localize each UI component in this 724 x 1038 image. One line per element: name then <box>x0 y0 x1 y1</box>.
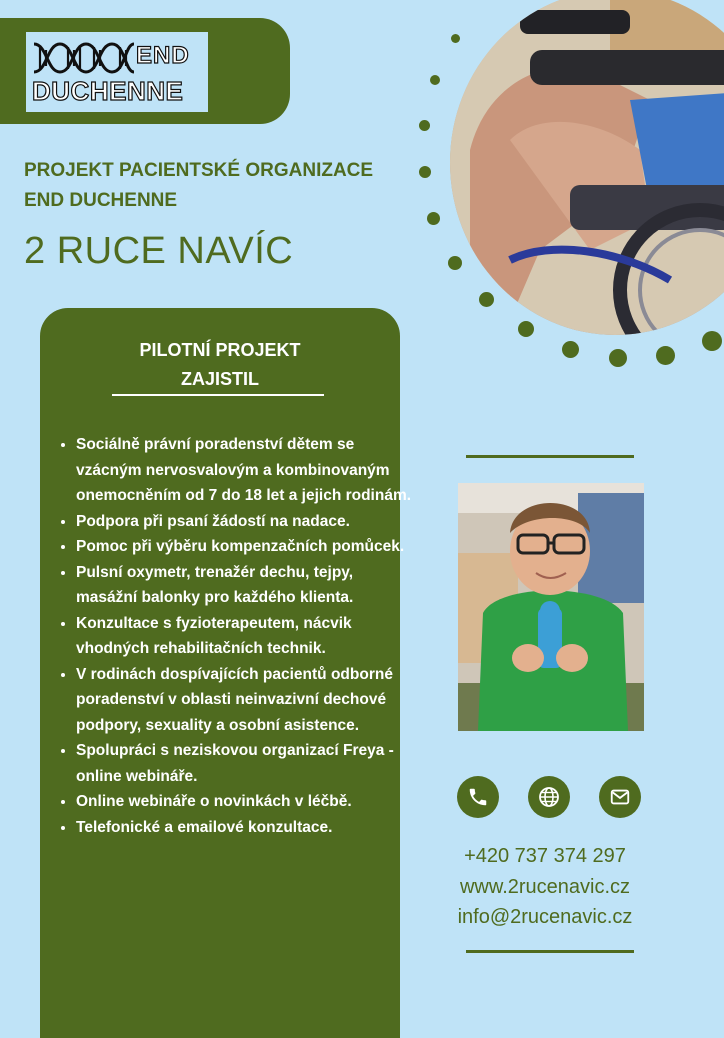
list-item: • Online webináře o novinkách v léčbě. <box>76 789 414 815</box>
top-divider <box>466 455 634 458</box>
email-button[interactable] <box>599 776 641 818</box>
dot <box>427 212 440 225</box>
list-item: • Podpora při psaní žádostí na nadace. <box>76 509 414 535</box>
dot <box>562 341 579 358</box>
child-photo <box>458 483 644 731</box>
contact-email[interactable]: info@2rucenavic.cz <box>457 906 633 928</box>
contact-phone[interactable]: +420 737 374 297 <box>464 845 626 867</box>
dot <box>609 349 627 367</box>
panel-heading-line-2: ZAJISTIL <box>180 369 259 389</box>
list-item: • Telefonické a emailové konzultace. <box>76 815 414 841</box>
end-duchenne-logo <box>26 32 208 112</box>
list-item: • Pomoc při výběru kompenzačních pomůcek. <box>76 534 414 560</box>
phone-icon <box>467 786 489 808</box>
dot <box>518 321 534 337</box>
dot <box>419 120 430 131</box>
dot <box>448 256 462 270</box>
bottom-divider <box>466 950 634 953</box>
contact-web[interactable]: www.2rucenavic.cz <box>459 876 631 898</box>
dot <box>419 166 431 178</box>
list-item: • V rodinách dospívajících pacientů odborné poradenství v oblasti neinvazivní dechové podpory, sexuality a osobní asistence. <box>76 662 414 739</box>
subtitle <box>24 156 404 216</box>
page-title: 2 RUCE NAVÍC <box>24 230 294 272</box>
dna-icon <box>32 40 136 76</box>
panel-heading-line-1: PILOTNÍ PROJEKT <box>139 340 301 360</box>
mail-icon <box>609 786 631 808</box>
dot <box>702 331 722 351</box>
subtitle-line-1: PROJEKT PACIENTSKÉ ORGANIZACE <box>24 160 374 181</box>
wheelchair-photo <box>450 0 724 335</box>
globe-icon <box>537 785 561 809</box>
list-item: • Pulsní oxymetr, trenažér dechu, tejpy, masážní balonky pro každého klienta. <box>76 560 414 611</box>
service-list <box>56 432 414 840</box>
project-panel <box>40 308 412 1038</box>
dot <box>656 346 675 365</box>
panel-heading <box>40 336 400 394</box>
subtitle-line-2: END DUCHENNE <box>24 190 178 211</box>
dot <box>451 34 460 43</box>
logo-text-duchenne: DUCHENNE <box>32 76 184 106</box>
website-button[interactable] <box>528 776 570 818</box>
list-item: • Konzultace s fyzioterapeutem, nácvik vhodných rehabilitačních technik. <box>76 611 414 662</box>
panel-divider <box>112 394 324 396</box>
phone-button[interactable] <box>457 776 499 818</box>
logo-text-end: END <box>136 42 190 69</box>
dot <box>430 75 440 85</box>
list-item: • Spolupráci s neziskovou organizací Freya - online webináře. <box>76 738 414 789</box>
list-item: • Sociálně právní poradenství dětem se vzácným nervosvalovým a kombinovaným onemocněním od 7 do 18 let a jejich rodinám. <box>76 432 414 509</box>
dot <box>479 292 494 307</box>
